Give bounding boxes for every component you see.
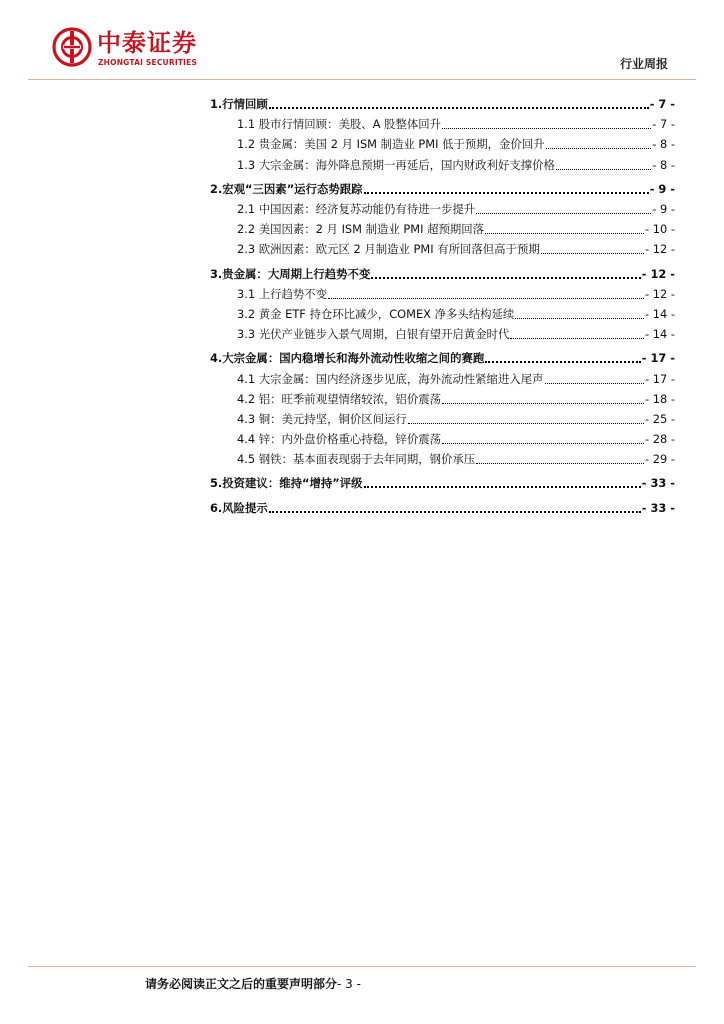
toc-subsection-entry[interactable] <box>210 409 675 429</box>
toc-section-entry[interactable] <box>210 264 675 284</box>
toc-entry-page: - 28 - <box>645 432 675 447</box>
toc-entry-title: 3.1 上行趋势不变 <box>237 286 328 301</box>
toc-entry-page: - 29 - <box>645 452 675 467</box>
toc-subsection-entry[interactable] <box>210 199 675 219</box>
toc-entry-page: - 12 - <box>645 286 675 301</box>
toc-entry-title: 4.大宗金属：国内稳增长和海外流动性收缩之间的赛跑 <box>210 351 485 366</box>
toc-dot-leader <box>364 182 649 196</box>
logo-chinese-name: 中泰证券 <box>97 29 197 57</box>
toc-entry-title: 4.4 锌：内外盘价格重心持稳，锌价震荡 <box>237 432 441 447</box>
toc-entry-page: - 17 - <box>641 351 675 366</box>
toc-entry-title: 2.3 欧洲因素：欧元区 2 月制造业 PMI 有所回落但高于预期 <box>237 242 540 257</box>
toc-subsection-entry[interactable] <box>210 114 675 134</box>
toc-entry-page: - 8 - <box>652 157 675 172</box>
toc-entry-title: 4.3 铜：美元持坚，铜价区间运行 <box>237 411 407 426</box>
logo-english-name: ZHONGTAI SECURITIES <box>98 58 198 67</box>
toc-dot-leader <box>371 267 640 281</box>
toc-entry-title: 3.贵金属：大周期上行趋势不变 <box>210 266 371 281</box>
toc-entry-page: - 12 - <box>641 266 675 281</box>
toc-entry-page: - 18 - <box>645 391 675 406</box>
toc-entry-title: 3.3 光伏产业链步入景气周期，白银有望开启黄金时代 <box>237 327 510 342</box>
toc-subsection-entry[interactable] <box>210 389 675 409</box>
toc-dot-leader <box>510 327 644 341</box>
toc-section-entry[interactable] <box>210 179 675 199</box>
toc-entry-title: 1.行情回顾 <box>210 97 268 112</box>
toc-entry-title: 1.3 大宗金属：海外降息预期一再延后，国内财政利好支撑价格 <box>237 157 555 172</box>
toc-entry-title: 6.风险提示 <box>210 500 268 515</box>
toc-entry-title: 4.2 铝：旺季前观望情绪较浓，铝价震荡 <box>237 391 441 406</box>
toc-dot-leader <box>476 452 644 466</box>
toc-entry-title: 2.宏观“三因素”运行态势跟踪 <box>210 181 363 196</box>
toc-dot-leader <box>269 97 649 111</box>
page-header <box>0 0 724 80</box>
toc-subsection-entry[interactable] <box>210 239 675 259</box>
table-of-contents <box>210 94 675 518</box>
toc-dot-leader <box>546 137 652 151</box>
toc-subsection-entry[interactable] <box>210 429 675 449</box>
toc-subsection-entry[interactable] <box>210 324 675 344</box>
page-footer <box>145 975 361 992</box>
footer-page-number: - 3 - <box>337 977 361 991</box>
toc-entry-title: 4.5 钢铁：基本面表现弱于去年同期，钢价承压 <box>237 452 476 467</box>
toc-section-entry[interactable] <box>210 473 675 493</box>
zhongtai-logo-icon <box>52 27 92 67</box>
toc-dot-leader <box>556 158 651 172</box>
toc-dot-leader <box>545 372 645 386</box>
toc-entry-page: - 33 - <box>641 476 675 491</box>
toc-dot-leader <box>485 351 641 365</box>
toc-entry-page: - 25 - <box>645 411 675 426</box>
footer-disclaimer: 请务必阅读正文之后的重要声明部分 <box>145 977 338 991</box>
toc-entry-page: - 33 - <box>641 500 675 515</box>
toc-entry-page: - 7 - <box>649 97 675 112</box>
toc-section-entry[interactable] <box>210 348 675 368</box>
toc-dot-leader <box>442 392 644 406</box>
toc-entry-page: - 8 - <box>652 137 675 152</box>
toc-subsection-entry[interactable] <box>210 155 675 175</box>
toc-dot-leader <box>485 222 644 236</box>
toc-entry-page: - 14 - <box>645 327 675 342</box>
toc-dot-leader <box>476 202 651 216</box>
toc-entry-title: 2.1 中国因素：经济复苏动能仍有待进一步提升 <box>237 202 476 217</box>
toc-entry-page: - 7 - <box>652 117 675 132</box>
toc-entry-page: - 9 - <box>649 181 675 196</box>
toc-entry-title: 4.1 大宗金属：国内经济逐步见底，海外流动性紧缩进入尾声 <box>237 371 544 386</box>
toc-dot-leader <box>515 307 644 321</box>
toc-dot-leader <box>364 476 641 490</box>
toc-entry-title: 1.2 贵金属：美国 2 月 ISM 制造业 PMI 低于预期，金价回升 <box>237 137 545 152</box>
toc-entry-page: - 10 - <box>645 222 675 237</box>
toc-dot-leader <box>269 501 641 515</box>
toc-dot-leader <box>541 242 644 256</box>
toc-section-entry[interactable] <box>210 94 675 114</box>
toc-entry-page: - 14 - <box>645 306 675 321</box>
toc-subsection-entry[interactable] <box>210 219 675 239</box>
toc-subsection-entry[interactable] <box>210 449 675 469</box>
toc-dot-leader <box>442 117 651 131</box>
toc-subsection-entry[interactable] <box>210 304 675 324</box>
toc-entry-page: - 9 - <box>652 202 675 217</box>
company-logo <box>52 27 232 71</box>
toc-entry-page: - 12 - <box>645 242 675 257</box>
toc-subsection-entry[interactable] <box>210 134 675 154</box>
toc-entry-title: 1.1 股市行情回顾：美股、A 股整体回升 <box>237 117 442 132</box>
report-type-label: 行业周报 <box>619 57 668 71</box>
toc-dot-leader <box>442 432 644 446</box>
toc-entry-page: - 17 - <box>645 371 675 386</box>
toc-section-entry[interactable] <box>210 498 675 518</box>
toc-entry-title: 3.2 黄金 ETF 持仓环比减少，COMEX 净多头结构延续 <box>237 306 515 321</box>
footer-divider <box>28 966 696 967</box>
toc-entry-title: 5.投资建议：维持“增持”评级 <box>210 476 363 491</box>
toc-subsection-entry[interactable] <box>210 368 675 388</box>
toc-subsection-entry[interactable] <box>210 284 675 304</box>
header-divider <box>28 79 696 80</box>
toc-dot-leader <box>408 412 644 426</box>
toc-entry-title: 2.2 美国因素：2 月 ISM 制造业 PMI 超预期回落 <box>237 222 485 237</box>
toc-dot-leader <box>328 287 644 301</box>
